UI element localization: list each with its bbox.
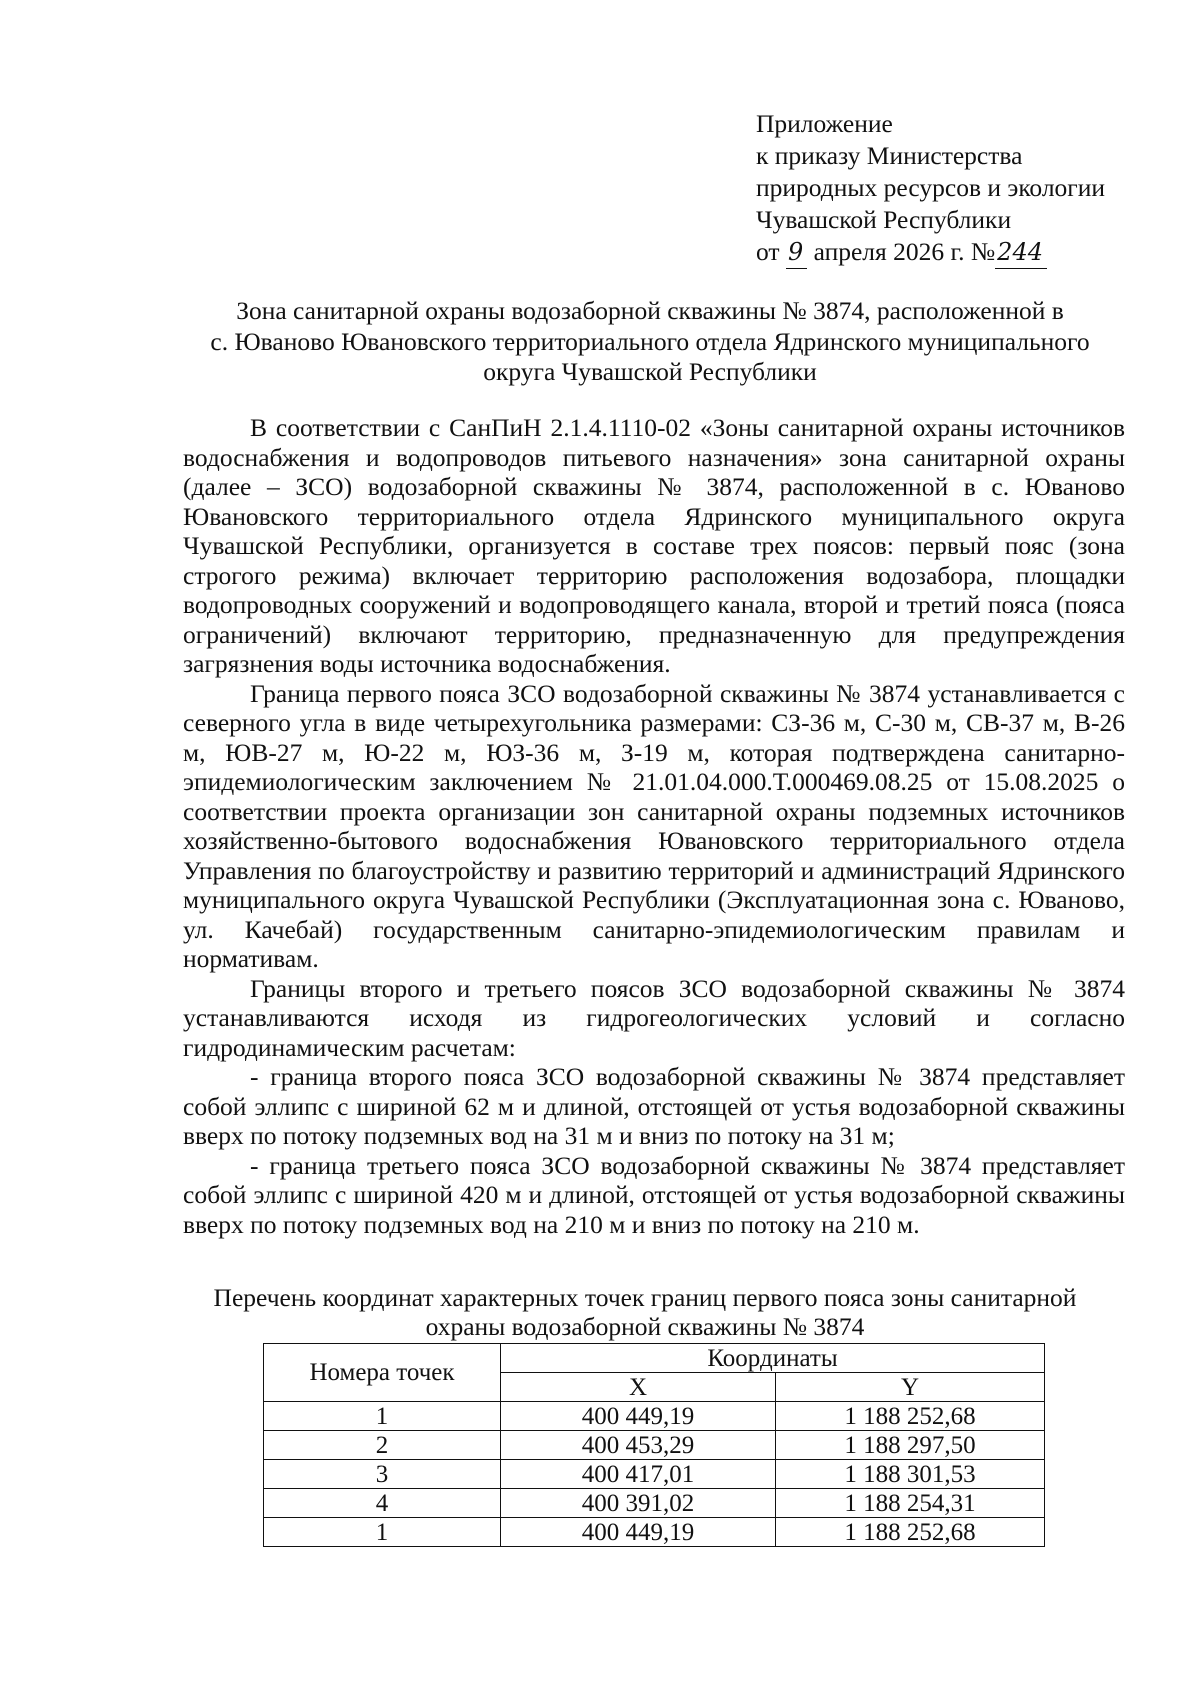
document-body <box>183 413 1125 1239</box>
point-number: 1 <box>264 1402 501 1431</box>
coord-y: 1 188 252,68 <box>776 1402 1045 1431</box>
date-day-handwritten: 9 <box>786 236 807 269</box>
header-point-numbers: Номера точек <box>264 1344 501 1402</box>
caption-line: Перечень координат характерных точек границ первого пояса зоны санитарной <box>213 1283 1077 1312</box>
coord-y: 1 188 301,53 <box>776 1460 1045 1489</box>
appendix-line: к приказу Министерства <box>756 141 1023 170</box>
order-number-handwritten: 244 <box>995 236 1047 269</box>
date-rest: апреля 2026 г. № <box>813 237 996 266</box>
caption-line: охраны водозаборной скважины № 3874 <box>425 1312 865 1341</box>
paragraph: В соответствии с СанПиН 2.1.4.1110-02 «Зоны санитарной охраны источников водоснабжения и водопроводов питьевого назначения» зона санитарной охраны (далее – ЗСО) водозаборной скважины № 3874, расположенной в с. Юваново Ювановского территориального отдела Ядринского муниципального округа Чувашской Республики, организуется в составе трех поясов: первый пояс (зона строгого режима) включает территорию расположения водозабора, площадки водопроводных сооружений и водопроводящего канала, второй и третий пояса (пояса ограничений) включают территорию, предназначенную для предупреждения загрязнения воды источника водоснабжения. <box>183 413 1125 678</box>
coord-y: 1 188 254,31 <box>776 1489 1045 1518</box>
paragraph: - граница третьего пояса ЗСО водозаборной скважины № 3874 представляет собой эллипс с шириной 420 м и длиной, отстоящей от устья водозаборной скважины вверх по потоку подземных вод на 210 м и вниз по потоку на 210 м. <box>183 1150 1125 1239</box>
table-row <box>264 1489 1045 1518</box>
header-y: Y <box>776 1373 1045 1402</box>
appendix-line: природных ресурсов и экологии <box>756 173 1106 202</box>
coord-x: 400 449,19 <box>501 1402 776 1431</box>
date-prefix: от <box>756 237 780 266</box>
document-title <box>180 296 1120 388</box>
appendix-date-line <box>756 236 1176 269</box>
paragraph: Граница первого пояса ЗСО водозаборной скважины № 3874 устанавливается с северного угла в виде четырехугольника размерами: СЗ-36 м, С-30 м, СВ-37 м, В-26 м, ЮВ-27 м, Ю-22 м, ЮЗ-36 м, З-19 м, которая подтверждена санитарно-эпидемиологическим заключением № 21.01.04.000.Т.000469.08.25 от 15.08.2025 о соответствии проекта организации зон санитарной охраны подземных источников хозяйственно-бытового водоснабжения Ювановского территориального отдела Управления по благоустройству и развитию территорий и администраций Ядринского муниципального округа Чувашской Республики (Эксплуатационная зона с. Юваново, ул. Качебай) государственным санитарно-эпидемиологическим правилам и нормативам. <box>183 678 1125 973</box>
table-row <box>264 1460 1045 1489</box>
title-line: округа Чувашской Республики <box>483 357 817 386</box>
table-row <box>264 1518 1045 1547</box>
header-coordinates: Координаты <box>501 1344 1045 1373</box>
appendix-line: Чувашской Республики <box>756 205 1012 234</box>
header-x: X <box>501 1373 776 1402</box>
coordinates-table <box>263 1343 1045 1547</box>
paragraph: Границы второго и третьего поясов ЗСО водозаборной скважины № 3874 устанавливаются исходя из гидрогеологических условий и согласно гидродинамическим расчетам: <box>183 973 1125 1062</box>
coord-x: 400 417,01 <box>501 1460 776 1489</box>
appendix-line: Приложение <box>756 109 893 138</box>
coord-y: 1 188 297,50 <box>776 1431 1045 1460</box>
table-row <box>264 1402 1045 1431</box>
point-number: 2 <box>264 1431 501 1460</box>
title-line: с. Юваново Ювановского территориального отдела Ядринского муниципального <box>210 326 1090 356</box>
appendix-header <box>756 108 1176 269</box>
coord-x: 400 453,29 <box>501 1431 776 1460</box>
point-number: 3 <box>264 1460 501 1489</box>
point-number: 4 <box>264 1489 501 1518</box>
coord-x: 400 391,02 <box>501 1489 776 1518</box>
coord-x: 400 449,19 <box>501 1518 776 1547</box>
coord-y: 1 188 252,68 <box>776 1518 1045 1547</box>
title-line: Зона санитарной охраны водозаборной скважины № 3874, расположенной в <box>236 296 1064 325</box>
point-number: 1 <box>264 1518 501 1547</box>
paragraph: - граница второго пояса ЗСО водозаборной скважины № 3874 представляет собой эллипс с шириной 62 м и длиной, отстоящей от устья водозаборной скважины вверх по потоку подземных вод на 31 м и вниз по потоку на 31 м; <box>183 1062 1125 1150</box>
table-row <box>264 1431 1045 1460</box>
table-caption <box>160 1283 1130 1341</box>
